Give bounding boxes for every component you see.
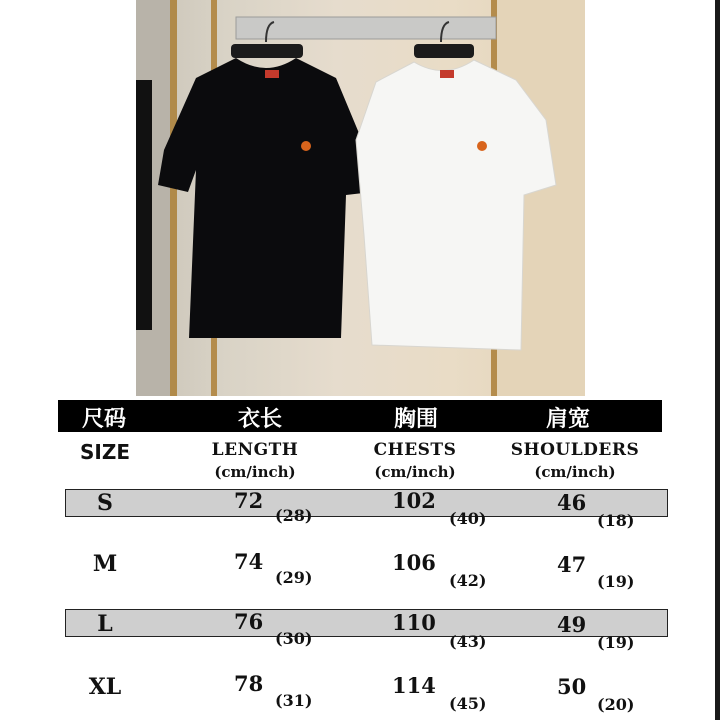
size-cell: L [97,611,113,637]
length-in: (31) [275,691,313,710]
reflection-shirt [136,80,152,330]
size-cell: M [92,551,118,577]
size-cell: S [97,490,113,516]
length-cm: 74 [234,549,264,574]
header-length [200,440,310,481]
shoulder-in: (19) [597,633,635,652]
length-cm: 72 [234,488,264,513]
clothes-rail [236,17,496,39]
shoulder-cm: 46 [557,490,587,515]
length-in: (29) [275,568,313,587]
shoulder-cm: 47 [557,552,587,577]
black-tshirt-label [265,70,279,78]
header-length-label: LENGTH [211,440,299,460]
header-shoulder-unit: (cm/inch) [534,463,616,481]
gold-frame-left [170,0,177,396]
chest-cm: 114 [392,673,436,698]
product-photo [136,0,585,396]
chest-in: (42) [449,571,487,590]
length-cm: 76 [234,609,264,634]
chest-cm: 110 [392,610,436,635]
chest-in: (40) [449,509,487,528]
length-in: (30) [275,629,313,648]
header-shoulder [510,440,640,481]
shoulder-in: (20) [597,695,635,714]
header-chest [360,440,470,481]
black-tshirt-logo [301,141,311,151]
length-in: (28) [275,506,313,525]
length-cm: 78 [234,671,264,696]
size-table-header [58,400,662,432]
header-length-cn: 衣长 [238,407,283,432]
tshirt-illustration [136,0,585,396]
shoulder-cm: 50 [557,674,587,699]
shoulder-in: (19) [597,572,635,591]
white-tshirt-logo [477,141,487,151]
header-shoulder-label: SHOULDERS [510,440,640,460]
hanger-left [231,44,303,58]
chest-in: (43) [449,632,487,651]
image-border [715,0,720,720]
shoulder-in: (18) [597,511,635,530]
header-size-cn: 尺码 [82,407,127,432]
header-size: SIZE [80,440,131,464]
chest-cm: 102 [392,488,436,513]
hanger-right [414,44,474,58]
white-tshirt-label [440,70,454,78]
size-cell: XL [88,674,122,700]
header-chest-unit: (cm/inch) [374,463,456,481]
header-chest-cn: 胸围 [394,407,439,432]
header-chest-label: CHESTS [373,440,457,460]
shoulder-cm: 49 [557,612,587,637]
chest-in: (45) [449,694,487,713]
chest-cm: 106 [392,550,436,575]
header-shoulder-cn: 肩宽 [546,407,591,432]
header-length-unit: (cm/inch) [214,463,296,481]
black-tshirt [158,58,372,338]
